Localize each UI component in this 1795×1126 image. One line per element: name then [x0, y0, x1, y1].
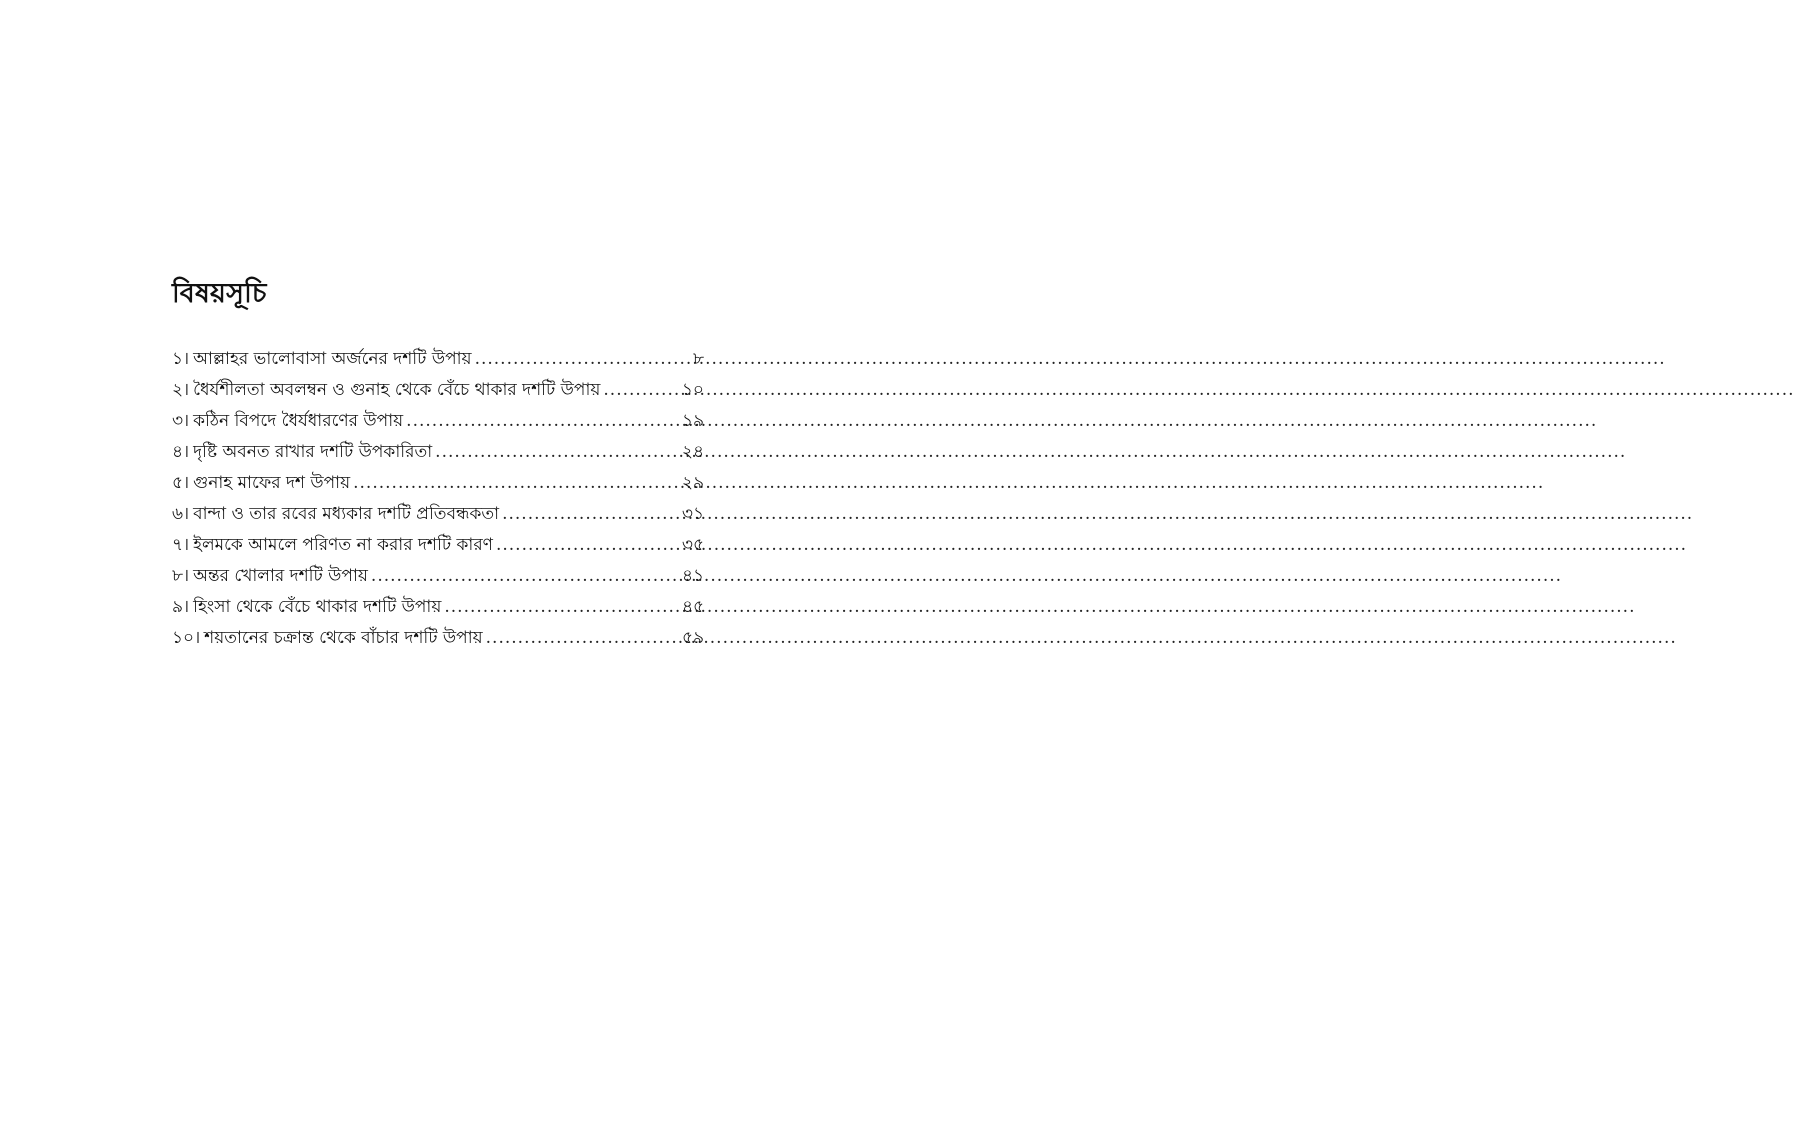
dot-leader — [406, 406, 679, 437]
toc-entry-page: ৫৯ — [681, 628, 704, 648]
toc-entry-9 — [172, 592, 704, 623]
toc-entry-page: ২৪ — [681, 442, 704, 462]
toc-entry-page: ১০ — [681, 380, 704, 400]
toc-entry-number: ৯। — [172, 597, 190, 617]
toc-entry-title: শয়তানের চক্রান্ত থেকে বাঁচার দশটি উপায় — [204, 628, 483, 648]
dot-leader — [371, 561, 679, 592]
toc-entry-title: বান্দা ও তার রবের মধ্যকার দশটি প্রতিবন্ধকতা — [193, 504, 500, 524]
toc-entry-title: হিংসা থেকে বেঁচে থাকার দশটি উপায় — [193, 597, 442, 617]
toc-entry-number: ১০। — [172, 628, 201, 648]
toc-entry-page: ৩৫ — [681, 535, 704, 555]
toc-entry-10 — [172, 623, 704, 654]
dot-leader — [444, 592, 679, 623]
toc-entry-title: দৃষ্টি অবনত রাখার দশটি উপকারিতা — [193, 442, 433, 462]
toc-entry-8 — [172, 561, 704, 592]
toc-entry-number: ৭। — [172, 535, 190, 555]
toc-entry-number: ৮। — [172, 566, 190, 586]
toc-entry-3 — [172, 406, 704, 437]
toc-entry-title: কঠিন বিপদে ধৈর্যধারণের উপায় — [193, 411, 404, 431]
table-of-contents — [172, 344, 704, 654]
toc-entry-number: ১। — [172, 349, 190, 369]
toc-entry-number: ৪। — [172, 442, 190, 462]
document-page — [0, 0, 870, 1126]
toc-entry-page: ৪১ — [681, 566, 704, 586]
toc-entry-number: ৬। — [172, 504, 190, 524]
toc-entry-4 — [172, 437, 704, 468]
dot-leader — [435, 437, 679, 468]
toc-entry-title: ইলমকে আমলে পরিণত না করার দশটি কারণ — [193, 535, 493, 555]
dot-leader — [603, 375, 679, 406]
toc-entry-page: ১৯ — [681, 411, 704, 431]
toc-entry-title: ধৈর্যশীলতা অবলম্বন ও গুনাহ থেকে বেঁচে থাকার দশটি উপায় — [193, 380, 601, 400]
toc-entry-1 — [172, 344, 704, 375]
dot-leader — [353, 468, 679, 499]
dot-leader — [496, 530, 679, 561]
toc-entry-2 — [172, 375, 704, 406]
toc-entry-title: গুনাহ মাফের দশ উপায় — [193, 473, 351, 493]
toc-entry-page: ৮ — [692, 349, 704, 369]
toc-heading: বিষয়সূচি — [172, 278, 267, 309]
toc-entry-title: আল্লাহর ভালোবাসা অর্জনের দশটি উপায় — [193, 349, 472, 369]
dot-leader — [486, 623, 679, 654]
toc-entry-number: ৩। — [172, 411, 190, 431]
toc-entry-page: ৩১ — [681, 504, 704, 524]
toc-entry-7 — [172, 530, 704, 561]
toc-entry-5 — [172, 468, 704, 499]
toc-entry-title: অন্তর খোলার দশটি উপায় — [193, 566, 368, 586]
toc-entry-number: ৫। — [172, 473, 190, 493]
dot-leader — [475, 344, 690, 375]
toc-entry-number: ২। — [172, 380, 190, 400]
toc-entry-page: ৪৫ — [681, 597, 704, 617]
dot-leader — [502, 499, 679, 530]
toc-entry-6 — [172, 499, 704, 530]
toc-entry-page: ২৯ — [681, 473, 704, 493]
